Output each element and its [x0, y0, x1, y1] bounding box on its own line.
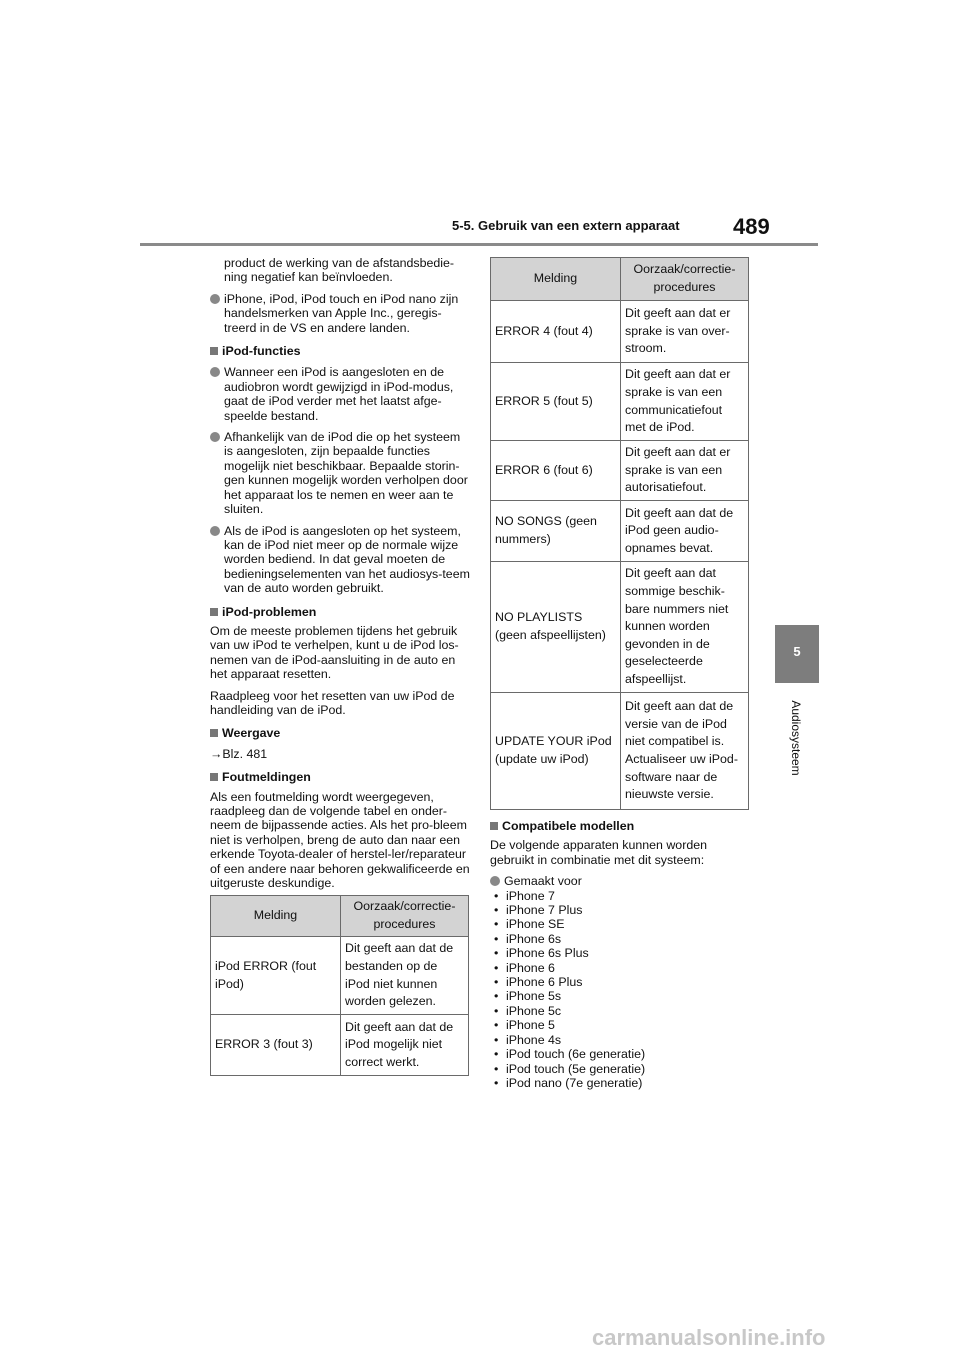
table-row: [491, 301, 749, 363]
error-cause: Dit geeft aan dat er sprake is van over-stroom.: [621, 301, 749, 363]
left-column: [210, 256, 472, 890]
bullet-dot-icon: [210, 432, 220, 442]
table-row: [491, 693, 749, 810]
error-cause: Dit geeft aan dat de versie van de iPod niet compatibel is. Actualiseer uw iPod-software naar de nieuwste versie.: [621, 693, 749, 810]
square-bullet-icon: [210, 773, 218, 781]
problems-paragraph-2: Raadpleeg voor het resetten van uw iPod de handleiding van de iPod.: [210, 688, 455, 717]
functions-bullet: Afhankelijk van de iPod die op het systeem is aangesloten, zijn bepaalde functies mogelijk niet beschikbaar. Bepaalde storin-gen kunnen mogelijk worden verholpen door het apparaat los te nemen en weer aan te sluiten.: [210, 430, 472, 516]
errors-heading: Foutmeldingen: [210, 770, 472, 784]
error-cause: Dit geeft aan dat de bestanden op de iPod niet kunnen worden gelezen.: [341, 937, 469, 1015]
error-message: ERROR 6 (fout 6): [491, 441, 621, 501]
list-item: • iPod nano (7e generatie): [494, 1076, 752, 1090]
problems-heading: iPod-problemen: [210, 605, 472, 619]
list-item: • iPhone 7 Plus: [494, 903, 752, 917]
intro-paragraph: product de werking van de afstandsbedie-ning negatief kan beïnvloeden.: [224, 256, 455, 285]
square-bullet-icon: [210, 347, 218, 355]
chapter-label: [765, 690, 827, 786]
table-row: [491, 501, 749, 562]
functions-bullet: Als de iPod is aangesloten op het systeem, kan de iPod niet meer op de normale wijze worden bediend. In dat geval moeten de bedieningselementen van het audiosys-teem van de auto worden gebruikt.: [210, 524, 472, 596]
watermark: carmanualsonline.info: [592, 1325, 826, 1350]
table-header-melding: Melding: [491, 258, 621, 301]
error-table-part1: [210, 895, 469, 1076]
compatible-section: [490, 819, 752, 1090]
error-cause: Dit geeft aan dat de iPod geen audio-opnames bevat.: [621, 501, 749, 562]
bullet-dot-icon: [490, 876, 500, 886]
error-cause: Dit geeft aan dat de iPod mogelijk niet correct werkt.: [341, 1015, 469, 1076]
list-item: • iPod touch (5e generatie): [494, 1062, 752, 1076]
list-item: • iPhone 5c: [494, 1004, 752, 1018]
functions-bullet: Wanneer een iPod is aangesloten en de audiobron wordt gewijzigd in iPod-modus, gaat de iPod verder met het laatst afge-speelde bestand.: [210, 365, 472, 423]
square-bullet-icon: [490, 822, 498, 830]
error-message: NO PLAYLISTS (geen afspeellijsten): [491, 562, 621, 693]
chapter-tab: 5: [775, 625, 819, 683]
compatible-heading: Compatibele modellen: [490, 819, 752, 833]
error-table-part2: [490, 257, 749, 810]
error-message: iPod ERROR (fout iPod): [211, 937, 341, 1015]
error-cause: Dit geeft aan dat er sprake is van een communicatiefout met de iPod.: [621, 363, 749, 441]
bullet-dot-icon: [210, 294, 220, 304]
table-row: [491, 363, 749, 441]
list-item: • iPhone SE: [494, 917, 752, 931]
page-number: 489: [733, 214, 770, 239]
section-title: 5-5. Gebruik van een extern apparaat: [452, 218, 680, 233]
table-header-cause: Oorzaak/correctie-procedures: [621, 258, 749, 301]
list-item: • iPhone 6s Plus: [494, 946, 752, 960]
errors-paragraph: Als een foutmelding wordt weergegeven, raadpleeg dan de volgende tabel en onder-neem de bijpassende acties. Als het pro-bleem niet is verholpen, breng de auto dan naar een erkende Toyota-dealer of herstel-ler/reparateur of een andere naar behoren gekwalificeerde en uitgeruste deskundige.: [210, 789, 470, 891]
list-item: • iPhone 5s: [494, 989, 752, 1003]
table-row: [211, 1015, 469, 1076]
square-bullet-icon: [210, 729, 218, 737]
table-header-cause: Oorzaak/correctie-procedures: [341, 896, 469, 937]
table-row: [491, 441, 749, 501]
error-message: UPDATE YOUR iPod (update uw iPod): [491, 693, 621, 810]
made-for-bullet: Gemaakt voor: [490, 874, 752, 888]
list-item: • iPhone 6s: [494, 932, 752, 946]
table-row: [491, 562, 749, 693]
list-item: • iPhone 4s: [494, 1033, 752, 1047]
error-message: NO SONGS (geen nummers): [491, 501, 621, 562]
trademark-bullet: iPhone, iPod, iPod touch en iPod nano zijn handelsmerken van Apple Inc., geregis-treerd in de VS en andere landen.: [210, 292, 472, 335]
list-item: • iPhone 7: [494, 889, 752, 903]
error-message: ERROR 4 (fout 4): [491, 301, 621, 363]
list-item: • iPhone 6: [494, 961, 752, 975]
table-header-melding: Melding: [211, 896, 341, 937]
error-message: ERROR 3 (fout 3): [211, 1015, 341, 1076]
table-row: [211, 937, 469, 1015]
header-divider: [140, 243, 818, 246]
error-cause: Dit geeft aan dat sommige beschik-bare nummers niet kunnen worden gevonden in de geselecteerde afspeellijst.: [621, 562, 749, 693]
display-heading: Weergave: [210, 726, 472, 740]
list-item: • iPod touch (6e generatie): [494, 1047, 752, 1061]
list-item: • iPhone 5: [494, 1018, 752, 1032]
compatible-paragraph: De volgende apparaten kunnen worden gebruikt in combinatie met dit systeem:: [490, 838, 707, 867]
problems-paragraph: Om de meeste problemen tijdens het gebruik van uw iPod te verhelpen, kunt u de iPod los-nemen van de iPod-aansluiting in de auto en het apparaat resetten.: [210, 623, 459, 682]
bullet-dot-icon: [210, 367, 220, 377]
functions-heading: iPod-functies: [210, 344, 472, 358]
list-item: • iPhone 6 Plus: [494, 975, 752, 989]
bullet-dot-icon: [210, 526, 220, 536]
display-page-reference: →Blz. 481: [210, 746, 268, 761]
chapter-title: Audiosysteem: [789, 700, 803, 776]
compatible-models-list: [494, 889, 752, 1091]
square-bullet-icon: [210, 608, 218, 616]
error-cause: Dit geeft aan dat er sprake is van een autorisatiefout.: [621, 441, 749, 501]
error-message: ERROR 5 (fout 5): [491, 363, 621, 441]
